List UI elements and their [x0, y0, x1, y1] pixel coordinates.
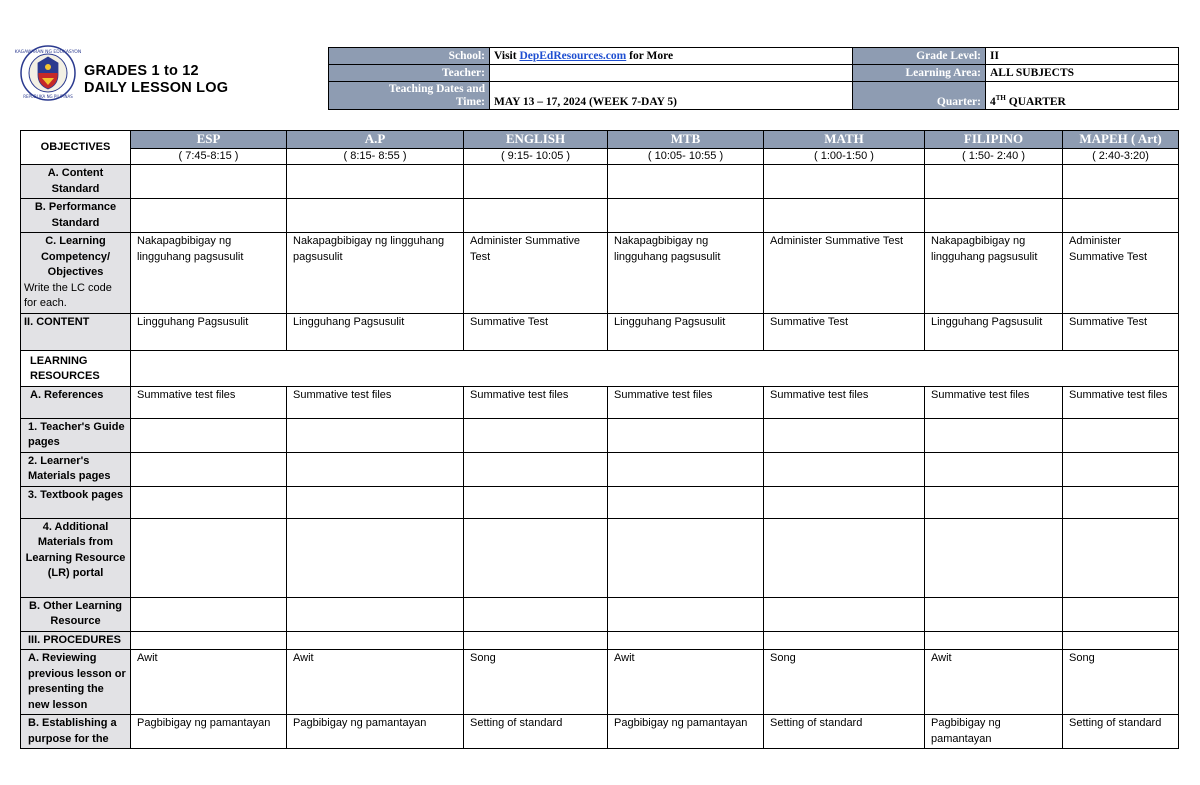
grade-level-label: Grade Level: [853, 48, 986, 65]
quarter-word: QUARTER [1005, 96, 1066, 108]
row-label: 2. Learner's Materials pages [21, 452, 131, 486]
teacher-value [490, 65, 853, 82]
table-cell [608, 631, 764, 650]
seal-subtext: REPUBLIKA NG PILIPINAS [23, 94, 73, 99]
table-cell [1063, 486, 1179, 518]
table-cell: Summative test files [464, 386, 608, 418]
table-cell [287, 418, 464, 452]
table-cell: Lingguhang Pagsusulit [287, 313, 464, 350]
table-cell [287, 518, 464, 597]
school-prefix: Visit [494, 50, 520, 62]
table-cell: Setting of standard [464, 715, 608, 749]
time-slot: ( 10:05- 10:55 ) [608, 149, 764, 165]
teaching-dates-label-line1: Teaching Dates and [388, 82, 485, 95]
seal-text: KAGAWARAN NG EDUKASYON [14, 50, 82, 55]
teaching-dates-label [329, 82, 490, 110]
table-cell: Pagbibigay ng pamantayan [925, 715, 1063, 749]
time-slot: ( 1:00-1:50 ) [764, 149, 925, 165]
table-cell [464, 518, 608, 597]
table-cell: Summative test files [764, 386, 925, 418]
table-cell: Administer Summative Test [464, 233, 608, 314]
table-cell: Lingguhang Pagsusulit [925, 313, 1063, 350]
time-slot: ( 7:45-8:15 ) [131, 149, 287, 165]
row-label: B. Establishing a purpose for the [21, 715, 131, 749]
table-cell [925, 597, 1063, 631]
table-cell [925, 452, 1063, 486]
table-cell: Awit [608, 650, 764, 715]
table-cell [764, 518, 925, 597]
table-cell [925, 631, 1063, 650]
table-row [21, 597, 1179, 631]
table-cell: Summative Test [764, 313, 925, 350]
table-cell: Lingguhang Pagsusulit [131, 313, 287, 350]
table-cell [608, 597, 764, 631]
table-cell [131, 518, 287, 597]
time-slot: ( 9:15- 10:05 ) [464, 149, 608, 165]
learning-competency-label: C. Learning Competency/ Objectives [40, 235, 111, 278]
table-cell [1063, 452, 1179, 486]
table-row [21, 452, 1179, 486]
table-cell: Nakapagbibigay ng lingguhang pagsusulit [925, 233, 1063, 314]
table-cell [287, 486, 464, 518]
teaching-dates-value: MAY 13 – 17, 2024 (WEEK 7-DAY 5) [490, 82, 853, 110]
table-row [21, 418, 1179, 452]
table-cell [764, 631, 925, 650]
table-cell [464, 165, 608, 199]
table-cell [1063, 418, 1179, 452]
row-label: A. References [21, 386, 131, 418]
table-row [21, 233, 1179, 314]
table-row [21, 165, 1179, 199]
subject-header: FILIPINO [925, 131, 1063, 149]
table-cell [287, 452, 464, 486]
row-label: B. Other Learning Resource [21, 597, 131, 631]
table-cell: Awit [925, 650, 1063, 715]
table-cell [925, 199, 1063, 233]
teacher-label: Teacher: [329, 65, 490, 82]
table-cell [1063, 631, 1179, 650]
table-cell [464, 597, 608, 631]
table-cell: Administer Summative Test [1063, 233, 1179, 314]
table-row [21, 715, 1179, 749]
table-row [21, 199, 1179, 233]
learning-area-label: Learning Area: [853, 65, 986, 82]
time-slot: ( 8:15- 8:55 ) [287, 149, 464, 165]
table-cell: Administer Summative Test [764, 233, 925, 314]
table-cell [764, 597, 925, 631]
row-label: III. PROCEDURES [21, 631, 131, 650]
table-cell [764, 418, 925, 452]
subject-header: MAPEH ( Art) [1063, 131, 1179, 149]
table-cell [925, 165, 1063, 199]
school-value [490, 48, 853, 65]
table-cell [608, 199, 764, 233]
table-cell: Summative test files [287, 386, 464, 418]
row-label: LEARNING RESOURCES [21, 350, 131, 386]
table-row [21, 313, 1179, 350]
school-suffix: for More [626, 50, 674, 62]
time-slot: ( 1:50- 2:40 ) [925, 149, 1063, 165]
table-cell [287, 165, 464, 199]
time-slot: ( 2:40-3:20) [1063, 149, 1179, 165]
table-cell [1063, 597, 1179, 631]
table-cell [131, 486, 287, 518]
table-cell [1063, 199, 1179, 233]
title-line-1: GRADES 1 to 12 [84, 63, 199, 79]
table-cell [925, 518, 1063, 597]
teaching-dates-label-line2: Time: [455, 95, 485, 108]
subject-header: MTB [608, 131, 764, 149]
table-cell [131, 350, 1179, 386]
table-cell: Summative test files [608, 386, 764, 418]
table-cell [608, 165, 764, 199]
table-cell [131, 165, 287, 199]
table-cell: Setting of standard [764, 715, 925, 749]
table-cell [925, 486, 1063, 518]
table-cell: Awit [131, 650, 287, 715]
table-cell [131, 199, 287, 233]
row-label: II. CONTENT [21, 313, 131, 350]
table-cell: Nakapagbibigay ng lingguhang pagsusulit [131, 233, 287, 314]
subject-header: ENGLISH [464, 131, 608, 149]
quarter-number: 4 [990, 96, 996, 108]
page-title [84, 63, 228, 97]
table-cell [1063, 165, 1179, 199]
table-cell [131, 597, 287, 631]
row-label: B. Performance Standard [21, 199, 131, 233]
table-cell [464, 486, 608, 518]
table-cell: Setting of standard [1063, 715, 1179, 749]
table-row [21, 386, 1179, 418]
school-label: School: [329, 48, 490, 65]
grade-level-value: II [986, 48, 1179, 65]
header-info-table [328, 47, 1179, 110]
table-row [21, 518, 1179, 597]
table-cell [608, 418, 764, 452]
row-label: A. Reviewing previous lesson or presenting the new lesson [21, 650, 131, 715]
table-cell: Summative test files [925, 386, 1063, 418]
objectives-header: OBJECTIVES [21, 131, 131, 165]
table-cell [464, 631, 608, 650]
table-cell: Pagbibigay ng pamantayan [131, 715, 287, 749]
deped-seal-logo [14, 45, 82, 101]
table-cell [464, 418, 608, 452]
table-cell [287, 597, 464, 631]
table-cell [131, 418, 287, 452]
table-row [21, 350, 1179, 386]
table-cell [131, 631, 287, 650]
table-cell [1063, 518, 1179, 597]
subject-header: ESP [131, 131, 287, 149]
table-cell [608, 518, 764, 597]
table-cell: Nakapagbibigay ng lingguhang pagsusulit [287, 233, 464, 314]
table-row [21, 631, 1179, 650]
table-cell: Pagbibigay ng pamantayan [287, 715, 464, 749]
table-cell: Nakapagbibigay ng lingguhang pagsusulit [608, 233, 764, 314]
table-cell: Summative test files [1063, 386, 1179, 418]
table-cell: Song [764, 650, 925, 715]
table-cell [925, 418, 1063, 452]
row-label [21, 233, 131, 314]
table-row [21, 486, 1179, 518]
subject-header: MATH [764, 131, 925, 149]
table-cell [764, 199, 925, 233]
quarter-value [986, 82, 1179, 110]
table-cell: Awit [287, 650, 464, 715]
table-cell [131, 452, 287, 486]
row-label: A. Content Standard [21, 165, 131, 199]
table-row [21, 650, 1179, 715]
row-label: 4. Additional Materials from Learning Resource (LR) portal [21, 518, 131, 597]
table-cell: Song [464, 650, 608, 715]
row-label: 1. Teacher's Guide pages [21, 418, 131, 452]
quarter-label: Quarter: [853, 82, 986, 110]
table-cell [464, 199, 608, 233]
table-cell [464, 452, 608, 486]
table-cell [287, 199, 464, 233]
table-cell: Summative Test [1063, 313, 1179, 350]
table-cell: Summative Test [464, 313, 608, 350]
quarter-suffix: TH [995, 94, 1006, 103]
table-cell [608, 452, 764, 486]
table-cell: Pagbibigay ng pamantayan [608, 715, 764, 749]
table-cell: Summative test files [131, 386, 287, 418]
table-cell [287, 631, 464, 650]
table-cell [764, 165, 925, 199]
row-label: 3. Textbook pages [21, 486, 131, 518]
lesson-log-table [20, 130, 1179, 749]
table-cell: Song [1063, 650, 1179, 715]
title-line-2: DAILY LESSON LOG [84, 80, 229, 96]
learning-area-value: ALL SUBJECTS [986, 65, 1179, 82]
table-cell [608, 486, 764, 518]
table-cell [764, 486, 925, 518]
table-cell: Lingguhang Pagsusulit [608, 313, 764, 350]
deped-resources-link[interactable]: DepEdResources.com [519, 50, 627, 62]
table-cell [764, 452, 925, 486]
subject-header: A.P [287, 131, 464, 149]
learning-competency-note: Write the LC code for each. [24, 281, 112, 309]
